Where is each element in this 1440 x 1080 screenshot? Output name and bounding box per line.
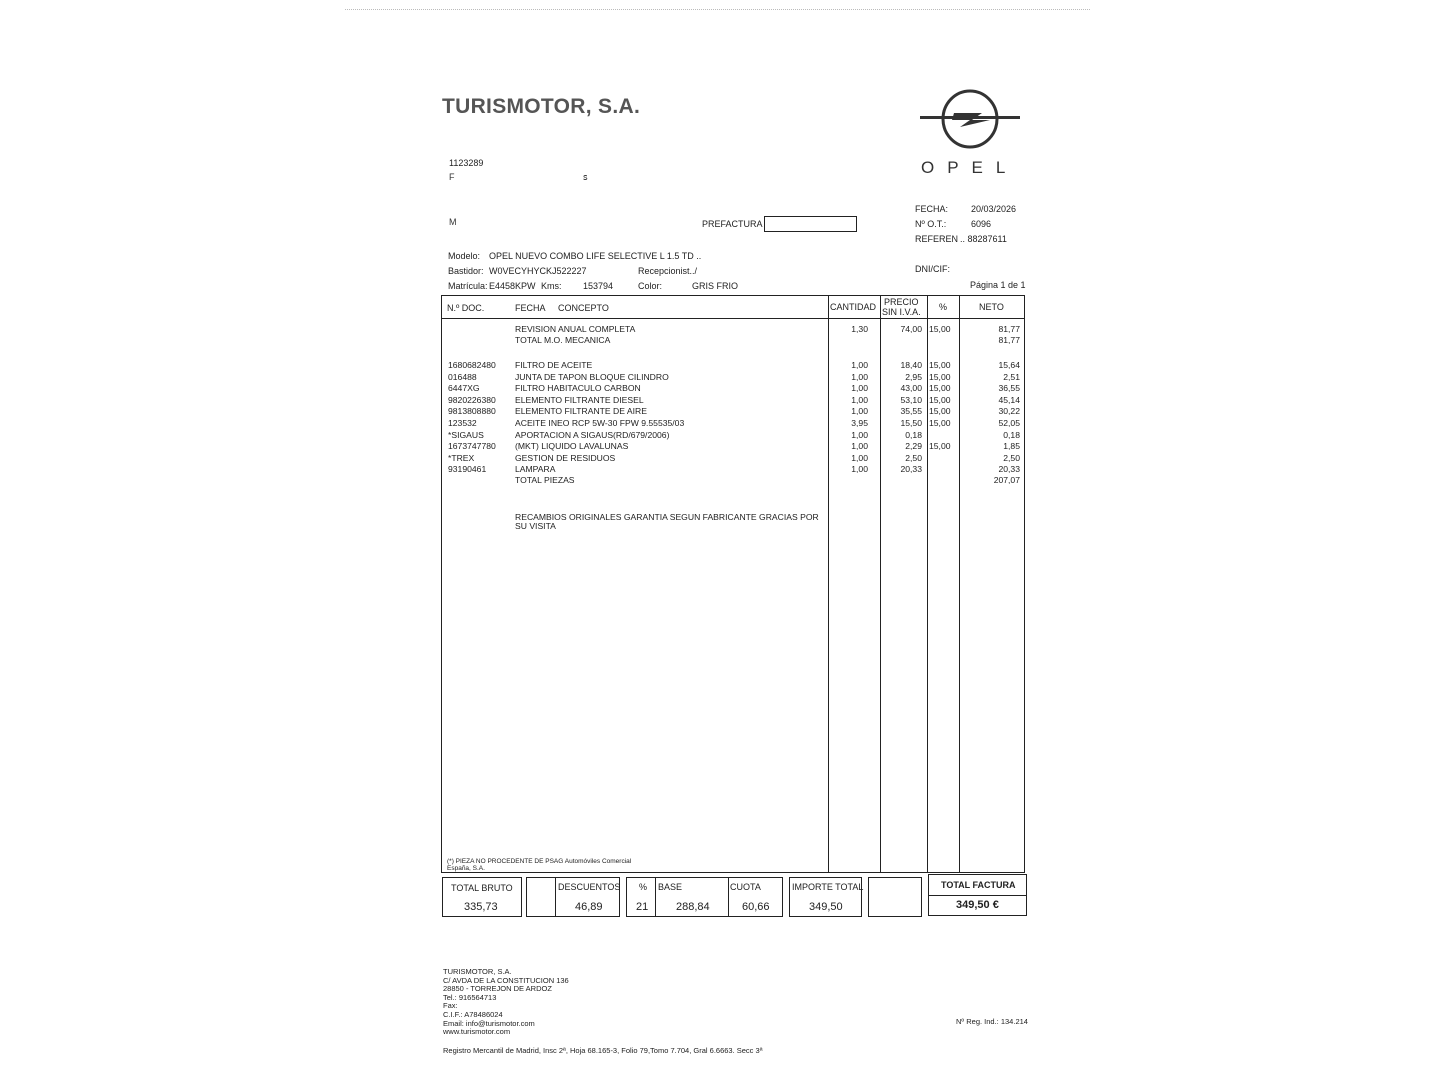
table-row	[442, 395, 1026, 407]
row-price: 15,50	[900, 418, 922, 428]
row-quantity: 1,00	[851, 406, 868, 416]
header-fecha: FECHA	[515, 303, 546, 313]
bastidor-label: Bastidor:	[448, 266, 484, 276]
page-number: Página 1 de 1	[970, 280, 1026, 290]
header-neto: NETO	[979, 302, 1004, 312]
row-doc: *TREX	[448, 453, 475, 463]
kms-label: Kms:	[541, 281, 562, 291]
row-vat-pct: 15,00	[929, 406, 951, 416]
row-doc: *SIGAUS	[448, 430, 484, 440]
table-row	[442, 453, 1026, 465]
importe-total-value: 349,50	[809, 901, 843, 913]
importe-total-box	[789, 877, 862, 917]
cuota-value: 60,66	[742, 901, 770, 913]
opel-logo-icon	[920, 86, 1020, 152]
table-row	[442, 464, 1026, 476]
modelo-label: Modelo:	[448, 251, 481, 261]
table-row	[442, 324, 1026, 336]
header-sin-iva: SIN I.V.A.	[882, 307, 921, 317]
table-header-divider	[442, 318, 1024, 319]
prefactura-box	[764, 216, 857, 232]
row-quantity: 1,00	[851, 430, 868, 440]
kms-value: 153794	[583, 281, 614, 291]
cuota-label: CUOTA	[730, 882, 761, 892]
matricula-label: Matrícula:	[448, 281, 488, 291]
footer-line: C/ AVDA DE LA CONSTITUCION 136	[443, 975, 569, 985]
table-row	[442, 383, 1026, 395]
descuentos-value: 46,89	[575, 901, 603, 913]
row-net: 0,18	[1003, 430, 1020, 440]
row-price: 2,50	[905, 453, 922, 463]
row-doc: 93190461	[448, 464, 487, 474]
row-concept: LAMPARA	[515, 464, 556, 474]
total-bruto-box	[442, 877, 522, 917]
row-concept: GESTION DE RESIDUOS	[515, 453, 616, 463]
header-pct: %	[939, 302, 948, 312]
iva-box	[626, 877, 783, 917]
psag-note: (*) PIEZA NO PROCEDENTE DE PSAG Automóviles Comercial	[447, 858, 632, 865]
row-quantity: 1,30	[851, 324, 868, 334]
row-net: 45,14	[998, 395, 1020, 405]
iva-divider-base	[728, 878, 729, 916]
row-price: 35,55	[900, 406, 922, 416]
row-price: 2,29	[905, 441, 922, 451]
referen-value: .. 88287611	[960, 234, 1007, 244]
row-quantity: 1,00	[851, 360, 868, 370]
header-precio: PRECIO	[884, 297, 919, 307]
importe-total-label: IMPORTE TOTAL	[792, 882, 864, 892]
row-price: 74,00	[900, 324, 922, 334]
ot-label: Nº O.T.:	[915, 219, 947, 229]
matricula-value: E4458KPW	[489, 281, 536, 291]
descuentos-box	[526, 877, 620, 917]
total-factura-value: 349,50 €	[956, 899, 999, 911]
row-price: 2,95	[905, 372, 922, 382]
footer-line: 28850 - TORREJON DE ARDOZ	[443, 984, 552, 994]
footer-company-block	[443, 968, 569, 1037]
row-quantity: 1,00	[851, 453, 868, 463]
total-factura-label: TOTAL FACTURA	[941, 880, 1016, 890]
iva-pct-value: 21	[636, 901, 649, 913]
row-price: 18,40	[900, 360, 922, 370]
iva-pct-label: %	[639, 882, 648, 892]
row-doc: 016488	[448, 372, 477, 382]
total-factura-divider	[929, 895, 1026, 896]
bastidor-value: W0VECYHYCKJ522227	[489, 266, 587, 276]
row-price: 53,10	[900, 395, 922, 405]
fecha-label: FECHA:	[915, 204, 949, 214]
ot-value: 6096	[971, 219, 992, 229]
fecha-value: 20/03/2026	[971, 204, 1017, 214]
row-doc: 1673747780	[448, 441, 496, 451]
company-name: TURISMOTOR, S.A.	[442, 95, 641, 118]
prefactura-label: PREFACTURA	[702, 219, 763, 229]
row-concept: ELEMENTO FILTRANTE DIESEL	[515, 395, 644, 405]
row-quantity: 1,00	[851, 372, 868, 382]
client-address-mark: M	[449, 217, 457, 227]
row-net: 20,33	[998, 464, 1020, 474]
row-concept: (MKT) LIQUIDO LAVALUNAS	[515, 441, 629, 451]
row-concept: ELEMENTO FILTRANTE DE AIRE	[515, 406, 647, 416]
total-bruto-value: 335,73	[464, 901, 498, 913]
color-value: GRIS FRIO	[692, 281, 739, 291]
scan-top-edge	[345, 9, 1090, 10]
row-vat-pct: 15,00	[929, 372, 951, 382]
table-row	[442, 335, 1026, 347]
row-doc: 9813808880	[448, 406, 496, 416]
row-vat-pct: 15,00	[929, 360, 951, 370]
header-cantidad: CANTIDAD	[830, 302, 877, 312]
footer-line: Email: info@turismotor.com	[443, 1018, 535, 1028]
registro-mercantil: Registro Mercantil de Madrid, Insc 2ª, Hoja 68.165-3, Folio 79,Tomo 7.704, Gral 6.6663. Secc 3ª	[443, 1046, 763, 1055]
row-vat-pct: 15,00	[929, 418, 951, 428]
table-row	[442, 441, 1026, 453]
row-net: 52,05	[998, 418, 1020, 428]
row-vat-pct: 15,00	[929, 441, 951, 451]
row-concept: APORTACION A SIGAUS(RD/679/2006)	[515, 430, 670, 440]
row-net: 1,85	[1003, 441, 1020, 451]
row-net: 207,07	[993, 475, 1020, 485]
row-doc: 1680682480	[448, 360, 496, 370]
row-vat-pct: 15,00	[929, 383, 951, 393]
table-row	[442, 360, 1026, 372]
row-quantity: 1,00	[851, 464, 868, 474]
header-concepto: CONCEPTO	[558, 303, 609, 313]
thanks-note-cont: SU VISITA	[515, 521, 556, 531]
descuentos-label: DESCUENTOS	[558, 882, 621, 892]
footer-line: TURISMOTOR, S.A.	[443, 967, 512, 976]
base-value: 288,84	[676, 901, 710, 913]
recepcionista-label: Recepcionist../	[638, 266, 698, 276]
client-name-mark: F	[449, 172, 455, 182]
modelo-value: OPEL NUEVO COMBO LIFE SELECTIVE L 1.5 TD ..	[489, 251, 702, 261]
total-bruto-label: TOTAL BRUTO	[451, 883, 513, 893]
row-quantity: 1,00	[851, 383, 868, 393]
iva-divider-pct	[655, 878, 656, 916]
row-price: 20,33	[900, 464, 922, 474]
row-net: 30,22	[998, 406, 1020, 416]
opel-wordmark: OPEL	[921, 158, 1019, 177]
referen-label: REFEREN	[915, 234, 959, 244]
client-name-mark-end: ꜱ	[583, 172, 588, 182]
table-row	[442, 406, 1026, 418]
row-vat-pct: 15,00	[929, 395, 951, 405]
header-doc: N.º DOC.	[447, 303, 485, 313]
footer-line: Tel.: 916564713	[443, 992, 497, 1002]
footer-line: www.turismotor.com	[443, 1027, 511, 1037]
footer-line: C.I.F.: A78486024	[443, 1009, 503, 1019]
row-net: 81,77	[998, 335, 1020, 345]
row-concept: FILTRO DE ACEITE	[515, 360, 593, 370]
psag-note-cont: España, S.A.	[447, 865, 485, 872]
row-net: 81,77	[998, 324, 1020, 334]
row-concept: ACEITE INEO RCP 5W-30 FPW 9.55535/03	[515, 418, 685, 428]
opel-logo	[920, 86, 1020, 152]
row-quantity: 3,95	[851, 418, 868, 428]
row-price: 43,00	[900, 383, 922, 393]
row-concept: TOTAL PIEZAS	[515, 475, 575, 485]
table-row	[442, 418, 1026, 430]
row-net: 36,55	[998, 383, 1020, 393]
base-label: BASE	[658, 882, 683, 892]
row-quantity: 1,00	[851, 441, 868, 451]
client-code: 1123289	[449, 158, 484, 168]
row-price: 0,18	[905, 430, 922, 440]
table-row	[442, 430, 1026, 442]
descuentos-divider	[555, 878, 556, 916]
total-factura-box	[928, 874, 1027, 916]
reg-ind: Nº Reg. Ind.: 134.214	[956, 1017, 1028, 1026]
table-row	[442, 475, 1026, 487]
row-net: 15,64	[998, 360, 1020, 370]
empty-total-box	[868, 877, 922, 917]
items-table	[441, 295, 1025, 873]
row-concept: TOTAL M.O. MECANICA	[515, 335, 611, 345]
row-doc: 123532	[448, 418, 477, 428]
row-vat-pct: 15,00	[929, 324, 951, 334]
dni-label: DNI/CIF:	[915, 264, 950, 274]
row-quantity: 1,00	[851, 395, 868, 405]
row-net: 2,51	[1003, 372, 1020, 382]
row-doc: 9820226380	[448, 395, 496, 405]
thanks-note: RECAMBIOS ORIGINALES GARANTIA SEGUN FABRICANTE GRACIAS POR	[515, 512, 819, 522]
color-label: Color:	[638, 281, 663, 291]
row-doc: 6447XG	[448, 383, 480, 393]
row-concept: FILTRO HABITACULO CARBON	[515, 383, 641, 393]
footer-line: Fax:	[443, 1001, 458, 1011]
row-net: 2,50	[1003, 453, 1020, 463]
table-row	[442, 372, 1026, 384]
row-concept: JUNTA DE TAPON BLOQUE CILINDRO	[515, 372, 669, 382]
row-concept: REVISION ANUAL COMPLETA	[515, 324, 636, 334]
